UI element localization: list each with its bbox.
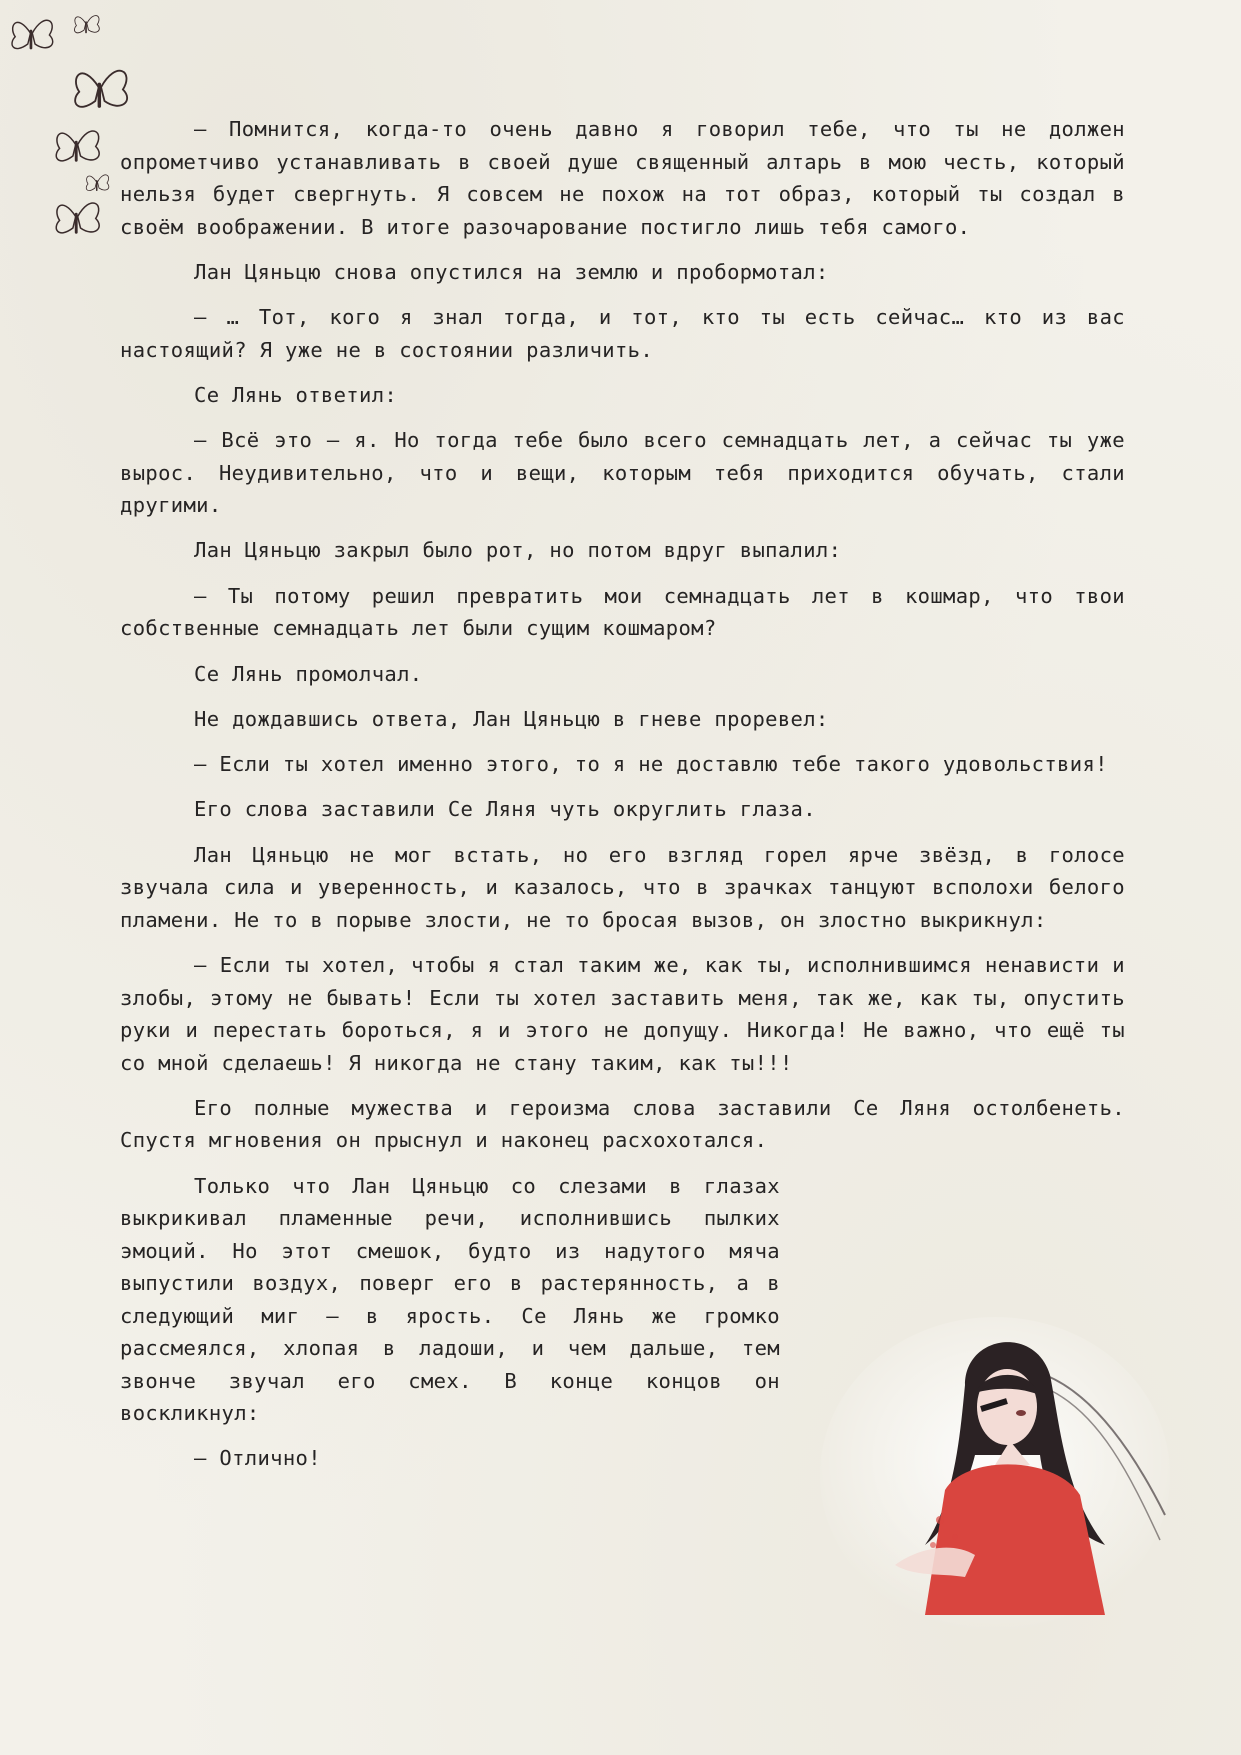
paragraph: — Помнится, когда-то очень давно я говорил тебе, что ты не должен опрометчиво устанавливать в своей душе священный алтарь в мою честь, который нельзя будет свергнуть. Я совсем не похож на тот образ, который ты создал в своём воображении. В итоге разочарование постигло лишь тебя самого. xyxy=(120,117,1125,239)
paragraph: — Отлично! xyxy=(194,1446,321,1471)
paragraph: Лан Цяньцю не мог встать, но его взгляд горел ярче звёзд, в голосе звучала сила и уверенность, и казалось, что в зрачках танцуют всполохи белого пламени. Не то в порыве злости, не то бросая вызов, он злостно выкрикнул: xyxy=(120,842,1125,932)
paragraph: Его слова заставили Се Ляня чуть округлить глаза. xyxy=(194,797,816,822)
paragraph: Не дождавшись ответа, Лан Цяньцю в гневе проревел: xyxy=(194,706,829,731)
paragraph: Только что Лан Цяньцю со слезами в глазах выкрикивал пламенные речи, исполнившись пылких эмоций. Но этот смешок, будто из надутого мяча выпустили воздух, поверг его в растерянность, а в следующий миг — в ярость. Се Лянь же громко рассмеялся, хлопая в ладоши, и чем дальше, тем звонче звучал его смех. В конце концов он воскликнул: xyxy=(120,1173,780,1426)
paragraph: Лан Цяньцю снова опустился на землю и пробормотал: xyxy=(194,259,829,284)
paragraph: Се Лянь промолчал. xyxy=(194,661,423,686)
butterfly-icon xyxy=(12,20,53,49)
paragraph: Его полные мужества и героизма слова заставили Се Ляня остолбенеть. Спустя мгновения он прыснул и наконец расхохотался. xyxy=(120,1095,1125,1153)
paragraph: — Если ты хотел, чтобы я стал таким же, как ты, исполнившимся ненависти и злобы, этому не бывать! Если ты хотел заставить меня, так же, как ты, опустить руки и перестать бороться, я и этого не допущу. Никогда! Не важно, что ещё ты со мной сделаешь! Я никогда не стану таким, как ты!!! xyxy=(120,953,1125,1075)
paragraph: Лан Цяньцю закрыл было рот, но потом вдруг выпалил: xyxy=(194,538,842,563)
paragraph: — Если ты хотел именно этого, то я не доставлю тебе такого удовольствия! xyxy=(194,752,1108,777)
main-text xyxy=(120,113,1125,1488)
paragraph: — … Тот, кого я знал тогда, и тот, кто ты есть сейчас… кто из вас настоящий? Я уже не в состоянии различить. xyxy=(120,305,1125,362)
butterfly-icon xyxy=(74,16,99,34)
character-illustration xyxy=(815,1315,1175,1635)
paragraph: — Всё это — я. Но тогда тебе было всего семнадцать лет, а сейчас ты уже вырос. Неудивительно, что и вещи, которым тебя приходится обучать, стали другими. xyxy=(120,428,1125,518)
butterfly-icon xyxy=(86,175,109,191)
paragraph: — Ты потому решил превратить мои семнадцать лет в кошмар, что твои собственные семнадцать лет были сущим кошмаром? xyxy=(120,583,1125,641)
butterfly-icon xyxy=(56,131,99,162)
butterfly-icon xyxy=(56,203,99,234)
paragraph: Се Лянь ответил: xyxy=(194,382,398,407)
butterfly-icon xyxy=(75,71,127,108)
